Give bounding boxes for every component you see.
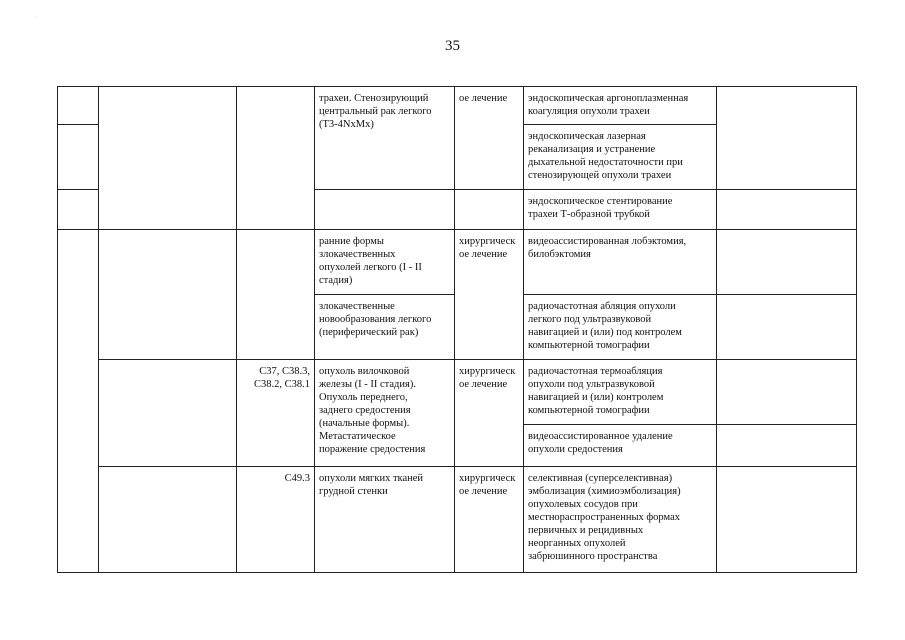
cell-treatment	[455, 190, 524, 230]
page-number: 35	[445, 38, 460, 54]
cell-profile	[99, 360, 237, 467]
cell-disease: ранние формы злокачественных опухолей легкого (I - II стадия)	[315, 230, 455, 295]
cell-norm	[717, 87, 857, 190]
cell-method: эндоскопическая аргоноплазменная коагуляция опухоли трахеи	[524, 87, 717, 125]
cell-profile	[99, 467, 237, 573]
cell-disease: злокачественные новообразования легкого (периферический рак)	[315, 295, 455, 360]
cell-codes	[237, 230, 315, 360]
cell-method: радиочастотная абляция опухоли легкого под ультразвуковой навигацией и (или) под контролем компьютерной томографии	[524, 295, 717, 360]
cell-profile	[99, 230, 237, 360]
cell-disease	[315, 190, 455, 230]
cell-method: эндоскопическое стентирование трахеи Т-образной трубкой	[524, 190, 717, 230]
cell-treatment: хирургическ ое лечение	[455, 230, 524, 360]
cell-disease: опухоли мягких тканей грудной стенки	[315, 467, 455, 573]
cell-treatment: хирургическ ое лечение	[455, 467, 524, 573]
cell-codes: C49.3	[237, 467, 315, 573]
cell-index	[58, 230, 99, 573]
cell-norm	[717, 295, 857, 360]
cell-index	[58, 87, 99, 125]
cell-index	[58, 125, 99, 190]
cell-index	[58, 190, 99, 230]
cell-treatment: ое лечение	[455, 87, 524, 190]
cell-method: радиочастотная термоабляция опухоли под ультразвуковой навигацией и (или) контролем компьютерной томографии	[524, 360, 717, 425]
cell-disease: трахеи. Стенозирующий центральный рак легкого (T3-4NxMx)	[315, 87, 455, 190]
cell-norm	[717, 467, 857, 573]
table-row	[58, 467, 857, 573]
table-row	[58, 360, 857, 425]
cell-codes: C37, C38.3, C38.2, C38.1	[237, 360, 315, 467]
cell-norm	[717, 360, 857, 425]
table-row	[58, 87, 857, 125]
cell-method: видеоассистированное удаление опухоли средостения	[524, 425, 717, 467]
cell-codes	[237, 87, 315, 230]
table-row	[58, 230, 857, 295]
cell-disease: опухоль вилочковой железы (I - II стадия). Опухоль переднего, заднего средостения (начальные формы). Метастатическое поражение средостения	[315, 360, 455, 467]
cell-treatment: хирургическ ое лечение	[455, 360, 524, 467]
corner-mark: ·	[36, 14, 38, 20]
medical-care-table	[57, 86, 857, 573]
cell-method: видеоассистированная лобэктомия, билобэктомия	[524, 230, 717, 295]
cell-norm	[717, 425, 857, 467]
cell-norm	[717, 190, 857, 230]
cell-method: эндоскопическая лазерная реканализация и устранение дыхательной недостаточности при стенозирующей опухоли трахеи	[524, 125, 717, 190]
cell-profile	[99, 87, 237, 230]
cell-norm	[717, 230, 857, 295]
cell-method: селективная (суперселективная) эмболизация (химиоэмболизация) опухолевых сосудов при местнораспространенных формах первичных и рецидивных неорганных опухолей забрюшинного пространства	[524, 467, 717, 573]
